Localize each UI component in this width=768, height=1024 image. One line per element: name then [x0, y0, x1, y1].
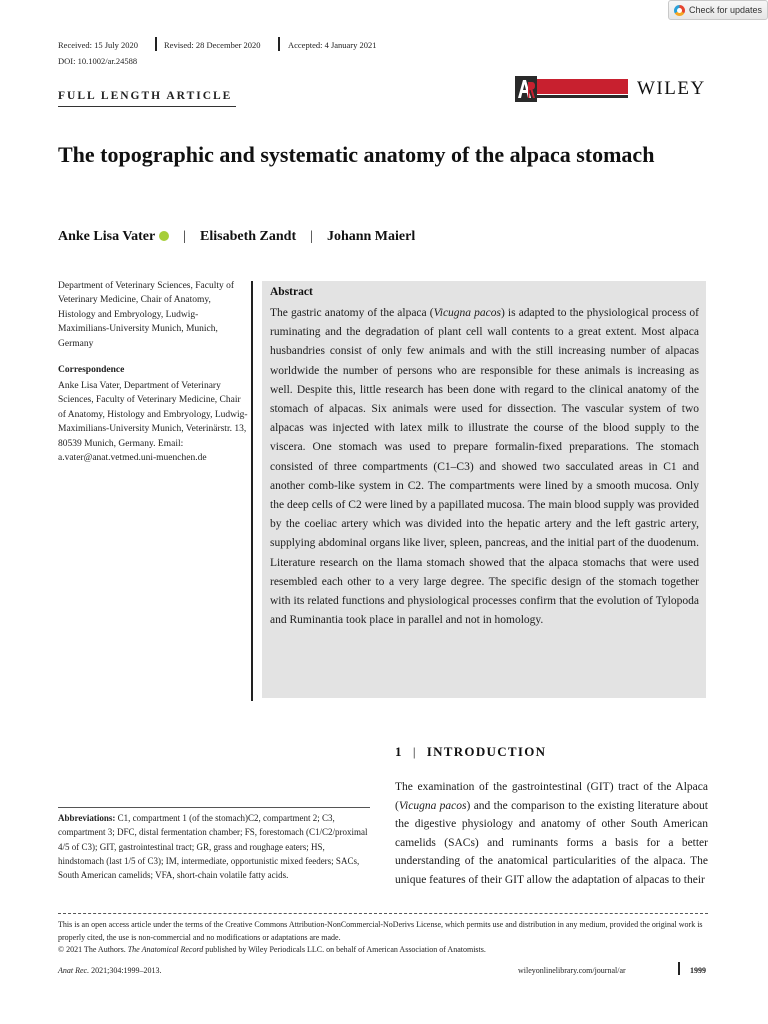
orcid-icon[interactable] — [159, 231, 169, 241]
author-separator: | — [310, 229, 313, 244]
section-separator: | — [412, 744, 417, 759]
abbreviations-text: C1, compartment 1 (of the stomach)C2, compartment 2; C3, compartment 3; DFC, distal fermentation chamber; FS, forestomach (C1/C2/proximal 4/5 of C3); GIT, gastrointestinal tract; GR, grass and roughage eaters; HS, hindstomach (last 1/5 of C3); IM, intermediate, opportunistic mixed feeders; SACs, South American camelids; VFA, short-chain volatile fatty acids. — [58, 813, 368, 881]
correspondence-text: Anke Lisa Vater, Department of Veterinary Sciences, Faculty of Veterinary Medicine, Chair of Anatomy, Histology and Embryology, Ludwig-Maximilians-University Munich, Veterinärstr. 13, 80539 Munich, Germany. Email: a.vater@anat.vetmed.uni-muenchen.de — [58, 381, 248, 464]
article-type-rule — [58, 106, 236, 107]
section-title: INTRODUCTION — [426, 744, 547, 759]
author-list — [58, 229, 415, 245]
correspondence-heading: Correspondence — [58, 365, 125, 375]
article-title: The topographic and systematic anatomy of the alpaca stomach — [58, 142, 655, 167]
meta-divider — [278, 37, 280, 51]
doi[interactable]: DOI: 10.1002/ar.24588 — [58, 56, 138, 66]
author-name[interactable]: Elisabeth Zandt — [200, 229, 297, 244]
revised-date: Revised: 28 December 2020 — [164, 40, 261, 50]
affiliation: Department of Veterinary Sciences, Faculty of Veterinary Medicine, Chair of Anatomy, Histology and Embryology, Ludwig-Maximilians-University Munich, Munich, Germany — [58, 281, 235, 349]
author-name[interactable]: Anke Lisa Vater — [58, 229, 156, 244]
abstract-text: The gastric anatomy of the alpaca (Vicugna pacos) is adapted to the physiological process of ruminating and the degradation of plant cell wall contents to a great extent. Most alpaca husbandries consist of only few animals and with the still increasing number of alpacas worldwide the number of persons who are responsible for these animals is increasing as well. Despite this, little research has been done with regard to the clinical anatomy of the stomach of alpacas. Six animals were used for dissection. The vascular system of two alpacas was injected with latex milk to illustrate the course of the blood supply to the viscera. One stomach was used to prepare formalin-fixed preparations. The stomach consisted of three compartments (C1–C3) and showed two sacculated areas in C1 and another comb-like system in C2. The compartments were lined by a smooth mucosa. Only the deep cells of C2 were lined by a papillated mucosa. The main blood supply was provided by the coeliac artery which was divided into the hepatic artery and the left gastric artery, supplying abdominal organs like liver, spleen, pancreas, and the initial part of the duodenum. Literature research on the llama stomach showed that the alpaca stomachs that were used resembled each other to a very large degree. The specific design of the stomach together with its related functions and physiological processes confirm that the evolution of Tylopoda and Ruminantia took place in parallel and not in homology. — [270, 307, 699, 627]
license-text: This is an open access article under the terms of the Creative Commons Attribution-NonCommercial-NoDerivs License, which permits use and distribution in any medium, provided the original work is properly cited, the use is non-commercial and no modifications or adaptations are made. — [58, 920, 703, 942]
species-name: Vicugna pacos — [433, 307, 501, 319]
section-number: 1 — [395, 744, 403, 759]
page-number: 1999 — [690, 966, 706, 975]
received-date: Received: 15 July 2020 — [58, 40, 139, 50]
wiley-logo: WILEY — [637, 78, 706, 99]
abbreviations — [58, 811, 370, 882]
abbreviations-label: Abbreviations: — [58, 813, 116, 823]
abstract-heading: Abstract — [270, 286, 313, 298]
check-for-updates-button[interactable] — [668, 0, 768, 20]
abstract-rule — [251, 281, 253, 701]
author-separator: | — [183, 229, 187, 244]
check-for-updates-label: Check for updates — [689, 5, 763, 15]
introduction-text: The examination of the gastrointestinal (GIT) tract of the Alpaca (Vicugna pacos) and the comparison to the existing literature about the digestive physiology and anatomy of other South American camelids (SACs) and ruminants forms a basis for a better understanding of the anatomical particularities of the alpaca. The unique features of their GIT allow the adaptation of alpacas to their — [395, 781, 708, 886]
copyright-line: © 2021 The Authors. The Anatomical Record published by Wiley Periodicals LLC. on behalf of American Association of Anatomists. — [58, 945, 486, 954]
footer-divider — [678, 962, 680, 975]
meta-divider — [155, 37, 157, 51]
author-name[interactable]: Johann Maierl — [326, 229, 416, 244]
species-name: Vicugna pacos — [398, 799, 467, 812]
citation: Anat Rec. 2021;304:1999–2013. — [58, 966, 162, 975]
abbreviations-rule — [58, 807, 370, 808]
crossmark-icon — [674, 5, 685, 16]
section-heading-introduction — [395, 744, 546, 760]
accepted-date: Accepted: 4 January 2021 — [288, 40, 377, 50]
journal-url[interactable]: wileyonlinelibrary.com/journal/ar — [518, 966, 626, 975]
anatomical-record-logo — [515, 76, 628, 102]
license-notice — [58, 919, 708, 957]
footer-rule — [58, 913, 708, 914]
article-type-label: FULL LENGTH ARTICLE — [58, 90, 233, 102]
